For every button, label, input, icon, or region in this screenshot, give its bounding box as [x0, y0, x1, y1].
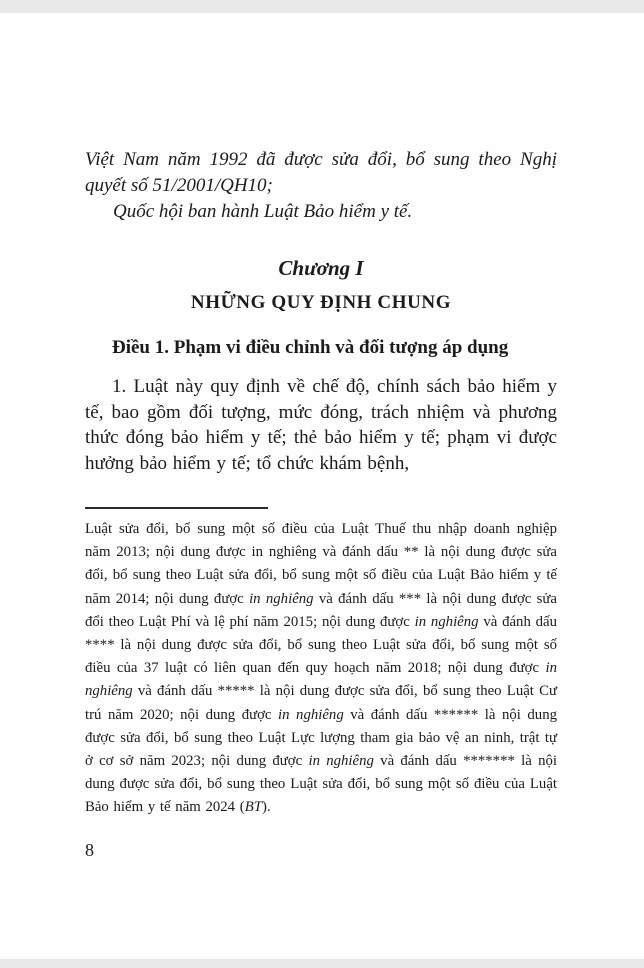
chapter-label: Chương I	[278, 256, 364, 280]
page-number: 8	[85, 840, 94, 860]
footnote-segment: và đánh dấu ***** là nội dung được sửa đổi, bổ sung theo Luật Cư trú năm 2020; nội dung được	[85, 683, 557, 723]
footnote-segment: BT	[244, 799, 262, 816]
footnote-segment: và đánh dấu ****** là nội dung được sửa đổi, bổ sung theo Luật Lực lượng tham gia bảo vệ an ninh, trật tự ở cơ sở năm 2023; nội dung được	[85, 706, 558, 770]
intro-continuation-paragraph: Việt Nam năm 1992 đã được sửa đổi, bổ sung theo Nghị quyết số 51/2001/QH10;	[85, 149, 557, 196]
footnote-segment: in nghiêng	[308, 753, 374, 770]
footnote-segment: Luật sửa đổi, bổ sung một số điều của Luật Thuế thu nhập doanh nghiệp năm 2013; nội dung được in nghiêng và đánh dấu ** là nội dung được sửa đổi, bổ sung theo Luật sửa đổi, bổ sung một số điều của Luật Bảo hiểm y tế năm 2014; nội dung được	[85, 521, 557, 607]
footnote-segment: và đánh dấu **** là nội dung được sửa đổi, bổ sung theo Luật sửa đổi, bổ sung một số điều của 37 luật có liên quan đến quy hoạch năm 2018; nội dung được	[85, 613, 557, 677]
scan-edge-bottom	[0, 959, 644, 968]
footnote-segment: và đánh dấu *** là nội dung được sửa đổi theo Luật Phí và lệ phí năm 2015; nội dung được	[85, 590, 557, 630]
footnote-segment: in nghiêng	[85, 660, 557, 700]
intro-enactment-line: Quốc hội ban hành Luật Bảo hiểm y tế.	[113, 201, 413, 222]
page-content	[85, 0, 557, 820]
article-1-body-paragraph: 1. Luật này quy định về chế độ, chính sách bảo hiểm y tế, bao gồm đối tượng, mức đóng, trách nhiệm và phương thức đóng bảo hiểm y tế; thẻ bảo hiểm y tế; phạm vi được hưởng bảo hiểm y tế; tổ chức khám bệnh,	[85, 376, 557, 474]
footnote-separator-rule	[85, 507, 268, 509]
footnote-segment: in nghiêng	[249, 590, 314, 607]
footnote-segment: in nghiêng	[278, 706, 344, 723]
footnote-segment: in nghiêng	[414, 613, 479, 630]
footnote-text	[85, 518, 557, 820]
footnote-segment: và đánh dấu ******* là nội dung được sửa đổi, bổ sung theo Luật sửa đổi, bổ sung một số điều của Luật Bảo hiểm y tế năm 2024 (	[85, 753, 557, 816]
chapter-title: NHỮNG QUY ĐỊNH CHUNG	[190, 292, 452, 313]
article-1-heading: Điều 1. Phạm vi điều chỉnh và đối tượng áp dụng	[112, 337, 509, 358]
footnote-segment: ).	[261, 799, 271, 816]
